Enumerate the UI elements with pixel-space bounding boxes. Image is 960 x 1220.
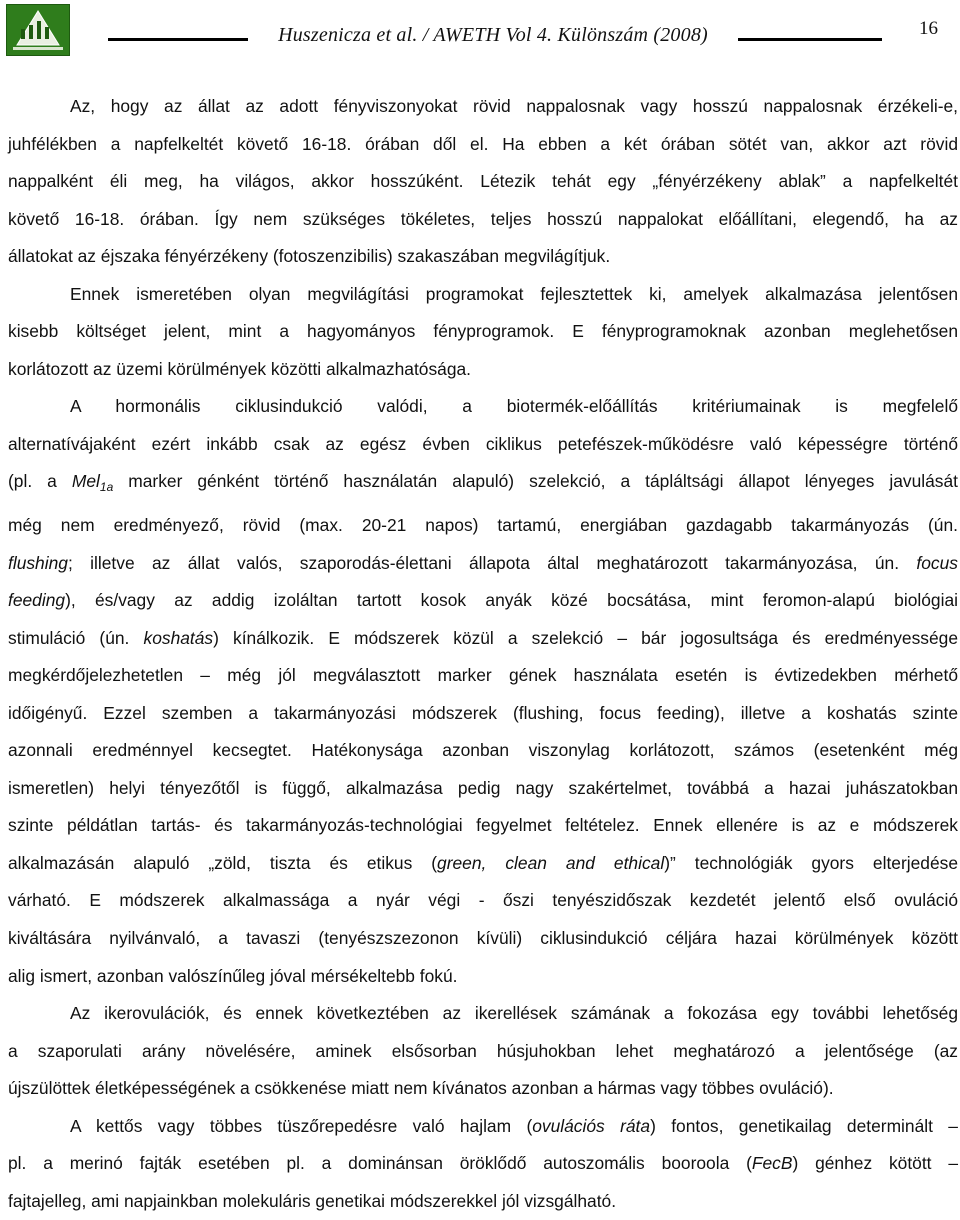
text-line: A kettős vagy többes tüszőrepedésre való hajlam (ovulációs ráta) fontos, genetikailag determinált – xyxy=(70,1115,958,1136)
text-line: követő 16-18. órában. Így nem szükséges tökéletes, teljes hosszú nappalokat előállítani, elegendő, ha az xyxy=(8,208,958,229)
text-line: alkalmazásán alapuló „zöld, tiszta és etikus (green, clean and ethical)” technológiák gyors elterjedése xyxy=(8,852,958,873)
text-line: kisebb költséget jelent, mint a hagyományos fényprogramok. E fényprogramoknak azonban meglehetősen xyxy=(8,321,958,342)
journal-logo xyxy=(6,4,70,56)
paragraph-2 xyxy=(8,276,958,389)
text-line: (pl. a Mel$_{1a}$ marker génként történő használatán alapuló) szelekció, a tápláltsági állapot lényeges javulását xyxy=(8,471,958,495)
text-line: nappalként éli meg, ha világos, akkor hosszúként. Létezik tehát egy „fényérzékeny ablak” a napfelkeltét xyxy=(8,171,958,192)
text-line: állatokat az éjszaka fényérzékeny (fotoszenzibilis) szakaszában megvilágítjuk. xyxy=(8,246,611,267)
text-line: azonnali eredménnyel kecsegtet. Hatékonysága azonban viszonylag korlátozott, számos (esetenként még xyxy=(8,740,958,761)
text-line: Ennek ismeretében olyan megvilágítási programokat fejlesztettek ki, amelyek alkalmazása jelentősen xyxy=(70,283,958,304)
paragraph-4 xyxy=(8,995,958,1108)
text-line: szinte példátlan tartás- és takarmányozás-technológiai fegyelmet feltételez. Ennek ellenére is az e módszerek xyxy=(8,815,958,836)
text-line: flushing; illetve az állat valós, szaporodás-élettani állapota által meghatározott takarmányozása, ún. focus xyxy=(8,552,958,573)
text-line: alig ismert, azonban valószínűleg jóval mérsékeltebb fokú. xyxy=(8,965,458,986)
text-line: fajtajelleg, ami napjainkban molekuláris genetikai módszerekkel jól vizsgálható. xyxy=(8,1190,617,1211)
page-number: 16 xyxy=(919,18,938,39)
aweth-logo-icon xyxy=(7,5,69,55)
header-rule-left xyxy=(108,38,248,41)
text-line: újszülöttek életképességének a csökkenése miatt nem kívánatos azonban a hármas vagy többes ovuláció). xyxy=(8,1078,834,1099)
text-line: a szaporulati arány növelésére, aminek elsősorban húsjuhokban lehet meghatározó a jelentősége (az xyxy=(8,1040,958,1061)
text-line: Az ikerovulációk, és ennek következtében az ikerellések számának a fokozása egy további lehetőség xyxy=(70,1003,958,1024)
text-line: feeding), és/vagy az addig izoláltan tartott kosok anyák közé bocsátása, mint feromon-alapú biológiai xyxy=(8,590,958,611)
paragraph-1 xyxy=(8,88,958,276)
text-line: korlátozott az üzemi körülmények közötti alkalmazhatósága. xyxy=(8,358,472,379)
text-line: még nem eredményező, rövid (max. 20-21 napos) tartamú, energiában gazdagabb takarmányozás (ún. xyxy=(8,515,958,536)
journal-title: Huszenicza et al. / AWETH Vol 4. Különszám (2008) xyxy=(278,24,708,46)
text-line: juhfélékben a napfelkeltét követő 16-18. órában dől el. Ha ebben a két órában sötét van, akkor azt rövid xyxy=(8,133,958,154)
text-line: A hormonális ciklusindukció valódi, a biotermék-előállítás kritériumainak is megfelelő xyxy=(70,396,958,417)
paragraph-3 xyxy=(8,388,958,995)
text-line: pl. a merinó fajták esetében pl. a dominánsan öröklődő autoszomális booroola (FecB) génhez kötött – xyxy=(8,1153,958,1174)
text-line: ismeretlen) helyi tényezőtől is függő, alkalmazása pedig nagy szakértelmet, továbbá a hazai juhászatokban xyxy=(8,777,958,798)
text-line: alternatívájaként ezért inkább csak az egész évben ciklikus petefészek-működésre való képességre történő xyxy=(8,433,958,454)
paragraph-5 xyxy=(8,1108,958,1220)
text-line: stimuláció (ún. koshatás) kínálkozik. E módszerek közül a szelekció – bár jogosultsága és eredményessége xyxy=(8,627,959,648)
header-rule-right xyxy=(738,38,882,41)
text-line: időigényű. Ezzel szemben a takarmányozási módszerek (flushing, focus feeding), illetve a koshatás szinte xyxy=(8,702,958,723)
text-line: kiváltására nyilvánvaló, a tavaszi (tenyészszezonon kívüli) ciklusindukció céljára hazai körülmények között xyxy=(8,928,958,949)
article-body xyxy=(8,88,958,1220)
text-line: Az, hogy az állat az adott fényviszonyokat rövid nappalosnak vagy hosszú nappalosnak érzékeli-e, xyxy=(70,96,958,116)
text-line: várható. E módszerek alkalmassága a nyár végi - őszi tenyészidőszak kezdetét jelentő első ovuláció xyxy=(8,890,958,911)
text-line: megkérdőjelezhetetlen – még jól megválasztott marker gének használata esetén is évtizedekben mérhető xyxy=(8,665,958,686)
